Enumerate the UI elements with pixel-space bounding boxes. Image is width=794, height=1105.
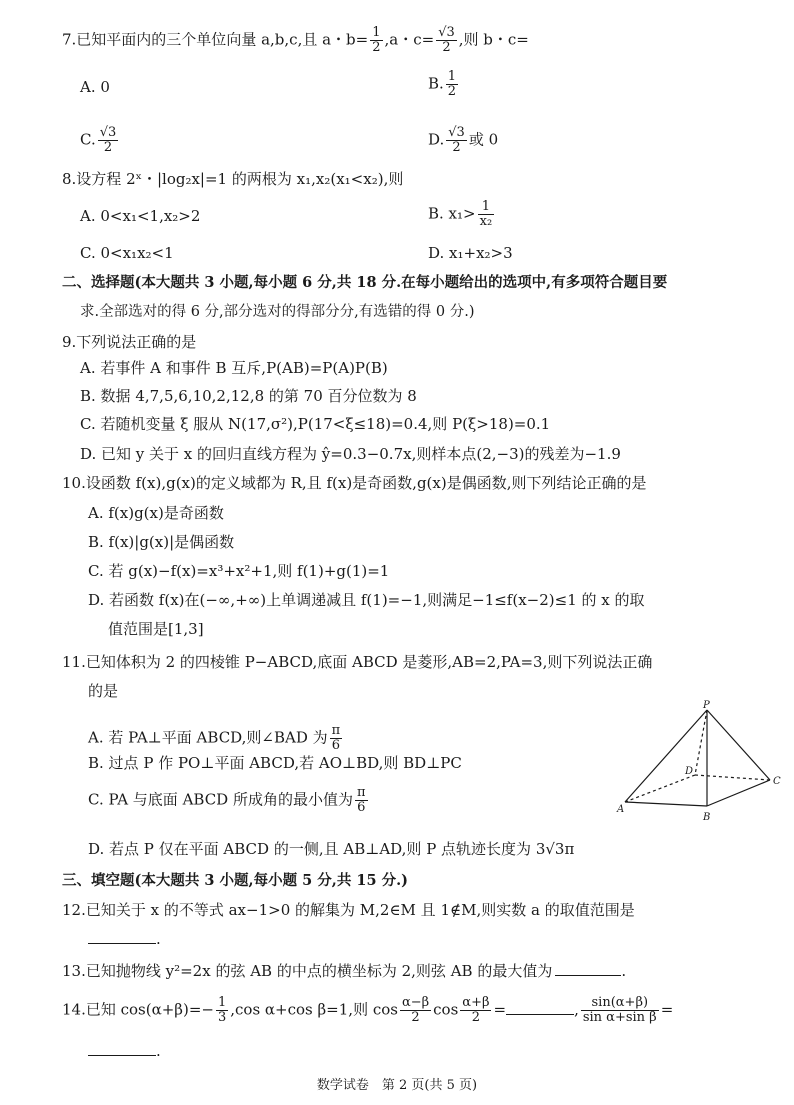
q13-stem: 13.已知抛物线 y²=2x 的弦 AB 的中点的横坐标为 2,则弦 AB 的最大值为 . [62,962,627,980]
q11-option-a: A. 若 PA⊥平面 ABCD,则∠BAD 为 $\frac{\pi}{6}$ [88,723,341,753]
edge-ad [625,775,695,802]
q9-option-d: D. 已知 y 关于 x 的回归直线方程为 ŷ=0.3−0.7x,则样本点(2,−3)的残差为−1.9 [80,445,621,463]
q10-option-d: D. 若函数 f(x)在(−∞,+∞)上单调递减且 f(1)=−1,则满足−1≤f(x−2)≤1 的 x 的取 [88,591,645,609]
q8-option-b: B. x₁> $\frac{1}{\text{x₂}}$ [428,199,493,229]
label-c: C [773,776,781,787]
q9-option-b: B. 数据 4,7,5,6,10,2,12,8 的第 70 百分位数为 8 [80,387,417,405]
q9-option-c: C. 若随机变量 ξ 服从 N(17,σ²),P(17<ξ≤18)=0.4,则 P(ξ>18)=0.1 [80,415,551,433]
q10-option-c: C. 若 g(x)−f(x)=x³+x²+1,则 f(1)+g(1)=1 [88,562,390,580]
q10-option-d-cont: 值范围是[1,3] [108,620,204,638]
q11-option-d: D. 若点 P 仅在平面 ABCD 的一侧,且 AB⊥AD,则 P 点轨迹长度为 3√3π [88,840,575,858]
section-2-header: 二、选择题(本大题共 3 小题,每小题 6 分,共 18 分.在每小题给出的选项中,有多项符合题目要 [62,274,668,291]
q10-stem: 10.设函数 f(x),g(x)的定义域都为 R,且 f(x)是奇函数,g(x)是偶函数,则下列结论正确的是 [62,474,647,492]
q8-option-a: A. 0<x₁<1,x₂>2 [80,207,201,225]
q11-option-b: B. 过点 P 作 PO⊥平面 ABCD,若 AO⊥BD,则 BD⊥PC [88,754,462,772]
q14-answer: . [88,1040,161,1062]
q9-option-a: A. 若事件 A 和事件 B 互斥,P(AB)=P(A)P(B) [80,359,388,377]
q11-option-c: C. PA 与底面 ABCD 所成角的最小值为 $\frac{\pi}{6}$ [88,785,366,815]
edge-pa [625,710,707,802]
q11-stem: 11.已知体积为 2 的四棱锥 P−ABCD,底面 ABCD 是菱形,AB=2,PA=3,则下列说法正确 [62,653,653,671]
edge-dc [695,775,770,780]
q7-option-a: A. 0 [80,78,110,96]
q12-answer: . [88,928,161,950]
q12-blank[interactable] [88,929,156,944]
label-b: B [703,812,711,823]
q9-stem: 9.下列说法正确的是 [62,333,197,351]
section-3-header: 三、填空题(本大题共 3 小题,每小题 5 分,共 15 分.) [62,872,409,889]
q7-option-c: C. $\frac{√3}{2}$ [80,125,117,155]
q11-stem-cont: 的是 [88,682,119,700]
label-d: D [685,766,694,777]
q8-option-d: D. x₁+x₂>3 [428,244,513,262]
edge-pd [695,710,707,775]
q12-stem: 12.已知关于 x 的不等式 ax−1>0 的解集为 M,2∈M 且 1∉M,则实数 a 的取值范围是 [62,901,635,919]
q14-blank-2[interactable] [88,1041,156,1056]
edge-bc [707,780,770,806]
label-a: A [617,804,625,815]
q7-stem: 7.已知平面内的三个单位向量 a,b,c,且 a・b= $\frac{1}{2}$ ,a・c= $\frac{√3}{2}$ ,则 b・c= [62,25,529,55]
q8-stem: 8.设方程 2ˣ・|log₂x|=1 的两根为 x₁,x₂(x₁<x₂),则 [62,170,404,188]
q14-blank-1[interactable] [506,1000,574,1015]
section-2-header-cont: 求.全部选对的得 6 分,部分选对的得部分分,有选错的得 0 分.) [80,304,475,320]
q7-option-b: B. $\frac{1}{2}$ [428,69,457,99]
label-p: P [703,700,710,711]
q10-option-b: B. f(x)|g(x)|是偶函数 [88,533,235,551]
q10-option-a: A. f(x)g(x)是奇函数 [88,504,224,522]
page-footer: 数学试卷 第 2 页(共 5 页) [316,1078,478,1093]
q14-stem: 14.已知 cos(α+β)=− $\frac{1}{3}$ ,cos α+cos β=1,则 cos $\frac{\alpha-\beta}{2}$ cos $\frac{\alpha+\beta}{2}$ = , $\frac{\sin(\alpha+\beta)}{\text{sin α+sin β}}$ = [62,995,674,1025]
q7-option-d: D. $\frac{√3}{2}$ 或 0 [428,125,499,155]
pyramid-figure [615,700,785,825]
q8-option-c: C. 0<x₁x₂<1 [80,244,174,262]
edge-pc [707,710,770,780]
q13-blank[interactable] [555,961,621,976]
edge-ab [625,802,707,806]
